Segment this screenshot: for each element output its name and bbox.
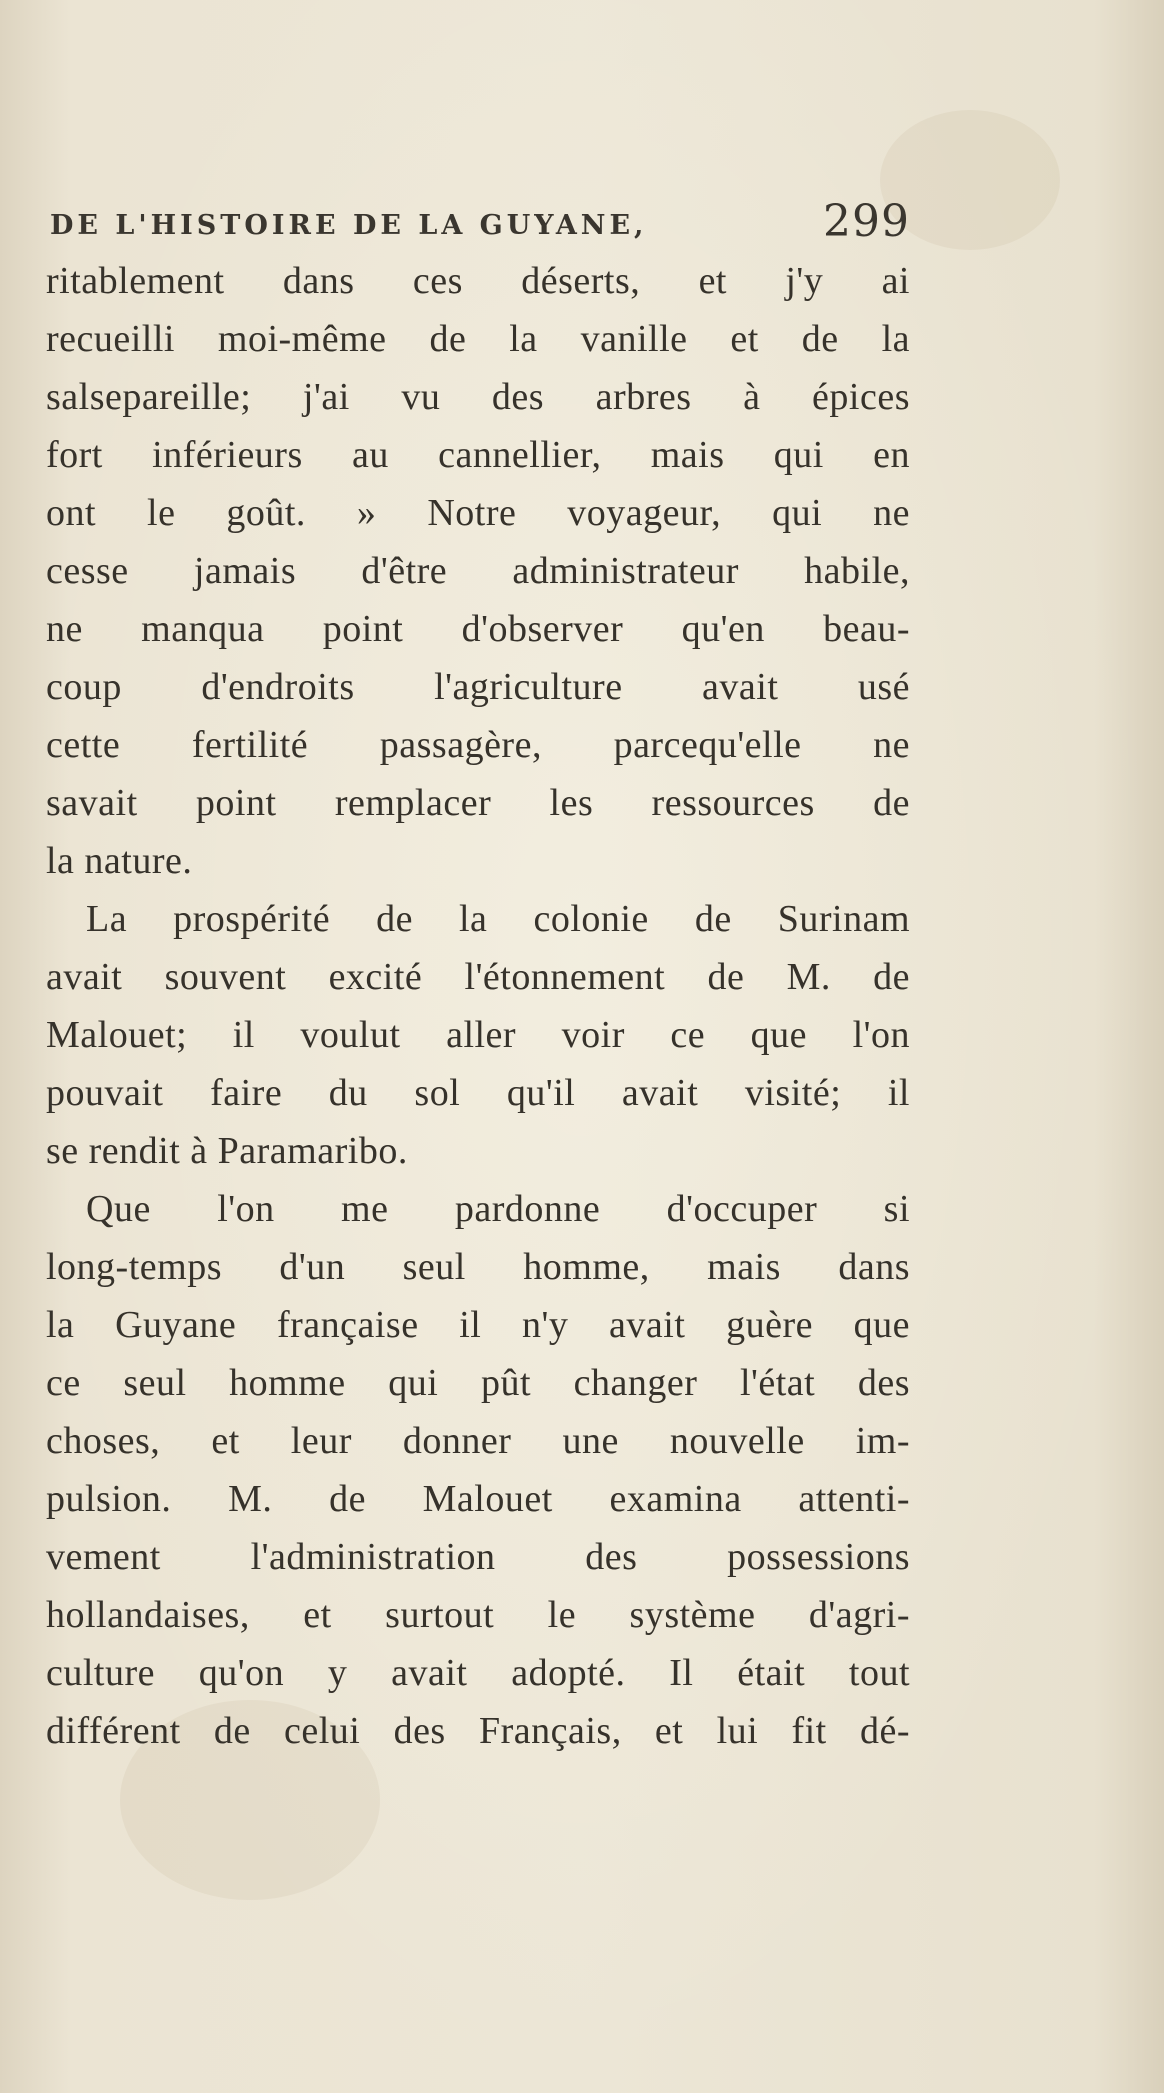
text-line: coup d'endroits l'agriculture avait usé bbox=[46, 666, 910, 708]
text-line: hollandaises, et surtout le système d'agri- bbox=[46, 1594, 910, 1636]
text-line: culture qu'on y avait adopté. Il était tout bbox=[46, 1652, 910, 1694]
text-line: cesse jamais d'être administrateur habile, bbox=[46, 550, 910, 592]
page-number: 299 bbox=[823, 196, 910, 247]
text-line: différent de celui des Français, et lui fit dé- bbox=[46, 1710, 910, 1752]
text-line: ne manqua point d'observer qu'en beau- bbox=[46, 608, 910, 650]
running-title: DE L'HISTOIRE DE LA GUYANE, bbox=[50, 210, 648, 241]
text-line: la Guyane française il n'y avait guère que bbox=[46, 1304, 910, 1346]
text-line: La prospérité de la colonie de Surinam bbox=[86, 898, 910, 940]
text-line: cette fertilité passagère, parcequ'elle ne bbox=[46, 724, 910, 766]
text-line: avait souvent excité l'étonnement de M. de bbox=[46, 956, 910, 998]
text-line: recueilli moi-même de la vanille et de la bbox=[46, 318, 910, 360]
text-line: savait point remplacer les ressources de bbox=[46, 782, 910, 824]
text-line: la nature. bbox=[46, 840, 193, 882]
text-line: salsepareille; j'ai vu des arbres à épices bbox=[46, 376, 910, 418]
text-line: vement l'administration des possessions bbox=[46, 1536, 910, 1578]
text-line: ont le goût. » Notre voyageur, qui ne bbox=[46, 492, 910, 534]
text-line: Malouet; il voulut aller voir ce que l'on bbox=[46, 1014, 910, 1056]
text-line: se rendit à Paramaribo. bbox=[46, 1130, 408, 1172]
text-line: ce seul homme qui pût changer l'état des bbox=[46, 1362, 910, 1404]
text-line: pulsion. M. de Malouet examina attenti- bbox=[46, 1478, 910, 1520]
text-line: choses, et leur donner une nouvelle im- bbox=[46, 1420, 910, 1462]
text-line: Que l'on me pardonne d'occuper si bbox=[86, 1188, 910, 1230]
text-line: long-temps d'un seul homme, mais dans bbox=[46, 1246, 910, 1288]
text-line: pouvait faire du sol qu'il avait visité; il bbox=[46, 1072, 910, 1114]
text-line: fort inférieurs au cannellier, mais qui en bbox=[46, 434, 910, 476]
running-header bbox=[50, 196, 910, 252]
text-line: ritablement dans ces déserts, et j'y ai bbox=[46, 260, 910, 302]
